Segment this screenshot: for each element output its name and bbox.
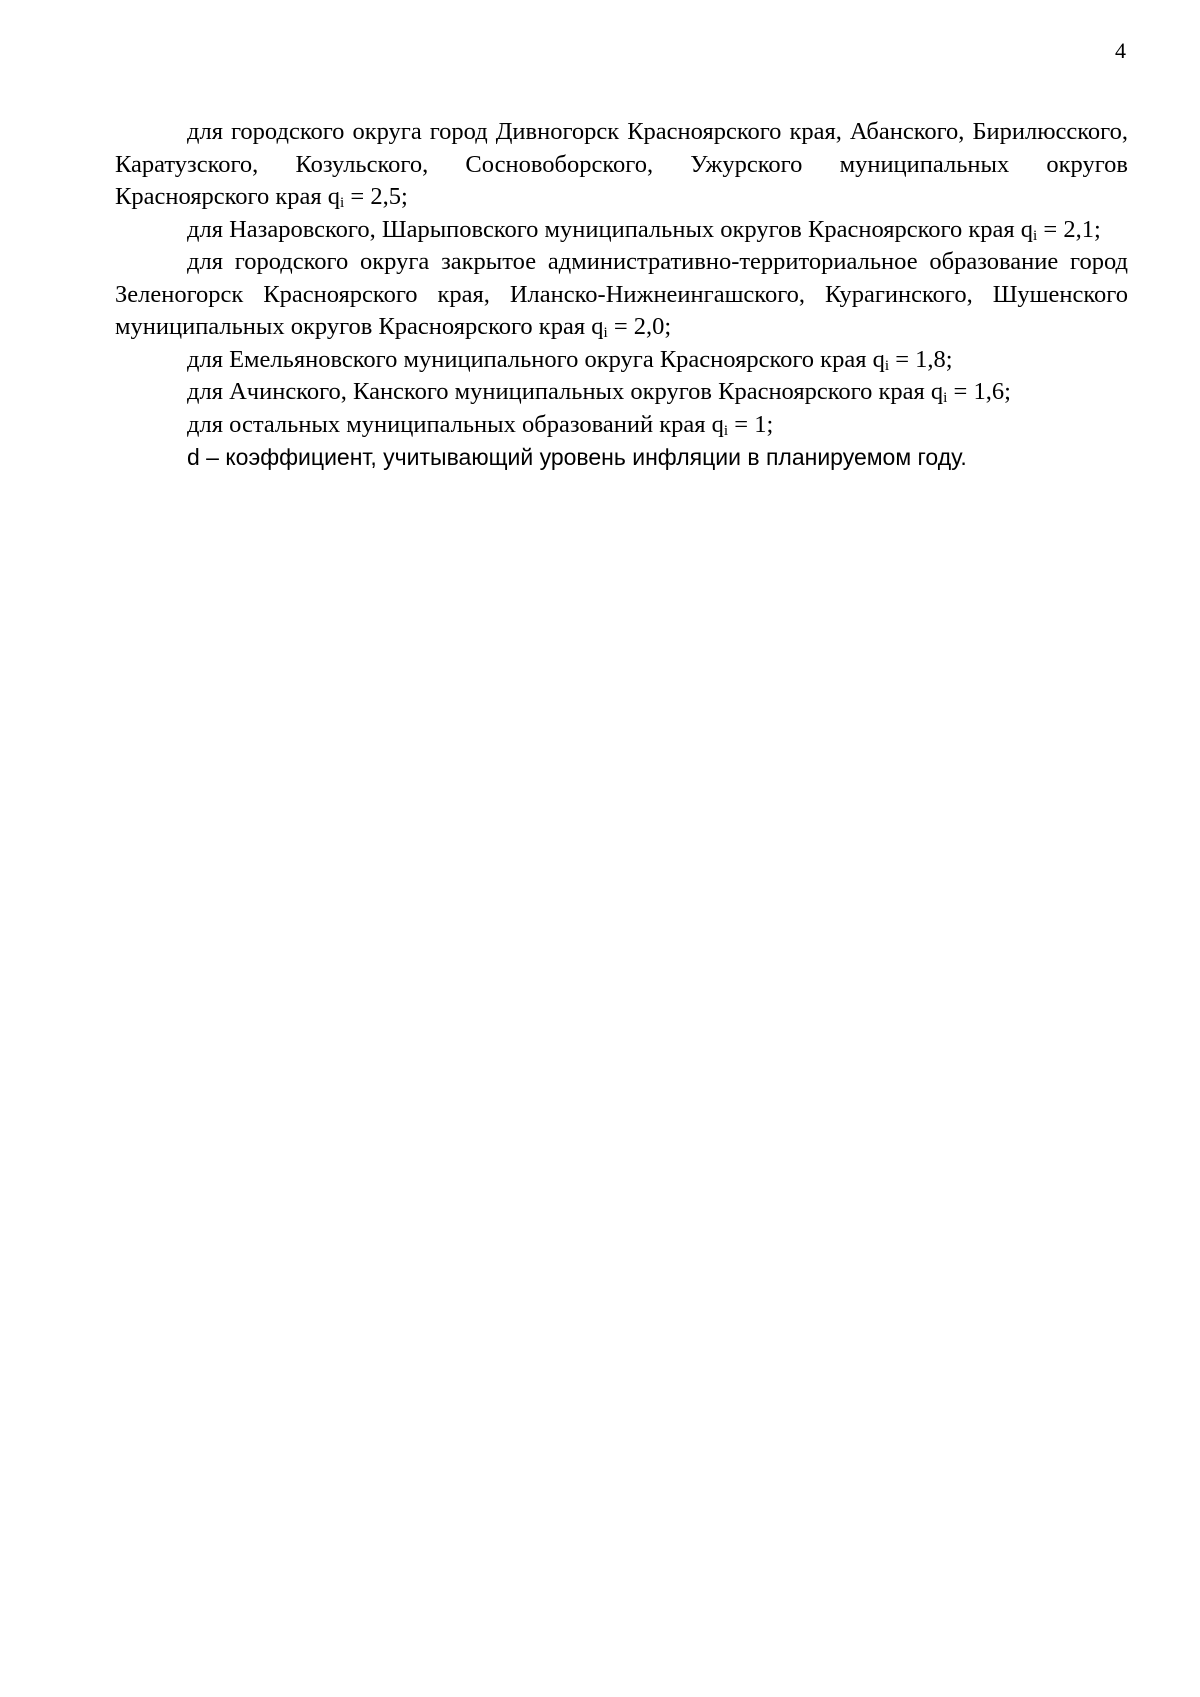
paragraph-text: для городского округа закрытое административно-территориальное образование город Зеленогорск Красноярского края, Иланско-Нижнеингашского, Курагинского, Шушенского муниципальных округов Красноярского края q [115, 248, 1128, 340]
subscript-i: i [603, 324, 608, 342]
paragraph-text: для остальных муниципальных образований края q [187, 410, 724, 438]
paragraph-inflation-coefficient: d – коэффициент, учитывающий уровень инфляции в планируемом году. [187, 444, 967, 470]
subscript-i: i [340, 194, 345, 212]
paragraph-coefficient-1-8 [115, 344, 1128, 377]
paragraph-value: = 2,5; [344, 183, 408, 210]
paragraph-coefficient-2-5 [115, 116, 1128, 214]
paragraph-value: = 2,1; [1037, 215, 1101, 243]
paragraph-coefficient-2-1 [115, 214, 1128, 247]
paragraph-text: для городского округа город Дивногорск Красноярского края, Абанского, Бирилюсского, Каратузского, Козульского, Сосновоборского, Ужурского муниципальных округов Красноярского края q [115, 118, 1128, 210]
paragraph-coefficient-1-6 [115, 376, 1128, 409]
paragraph-text: для Ачинского, Канского муниципальных округов Красноярского края q [187, 378, 944, 405]
subscript-i: i [1033, 226, 1038, 244]
page-number: 4 [1115, 38, 1126, 63]
subscript-i: i [884, 356, 890, 374]
document-body [115, 116, 1128, 474]
paragraph-value: = 1,8; [889, 345, 953, 373]
paragraph-text: для Назаровского, Шарыповского муниципальных округов Красноярского края q [187, 215, 1034, 243]
paragraph-coefficient-1 [115, 409, 1128, 442]
subscript-i: i [723, 421, 729, 439]
paragraph-text: для Емельяновского муниципального округа Красноярского края q [187, 345, 885, 373]
paragraph-coefficient-2-0 [115, 246, 1128, 344]
paragraph-value: = 2,0; [607, 313, 672, 340]
paragraph-value: = 1; [728, 410, 774, 438]
paragraph-value: = 1,6; [947, 378, 1011, 405]
subscript-i: i [943, 389, 948, 407]
